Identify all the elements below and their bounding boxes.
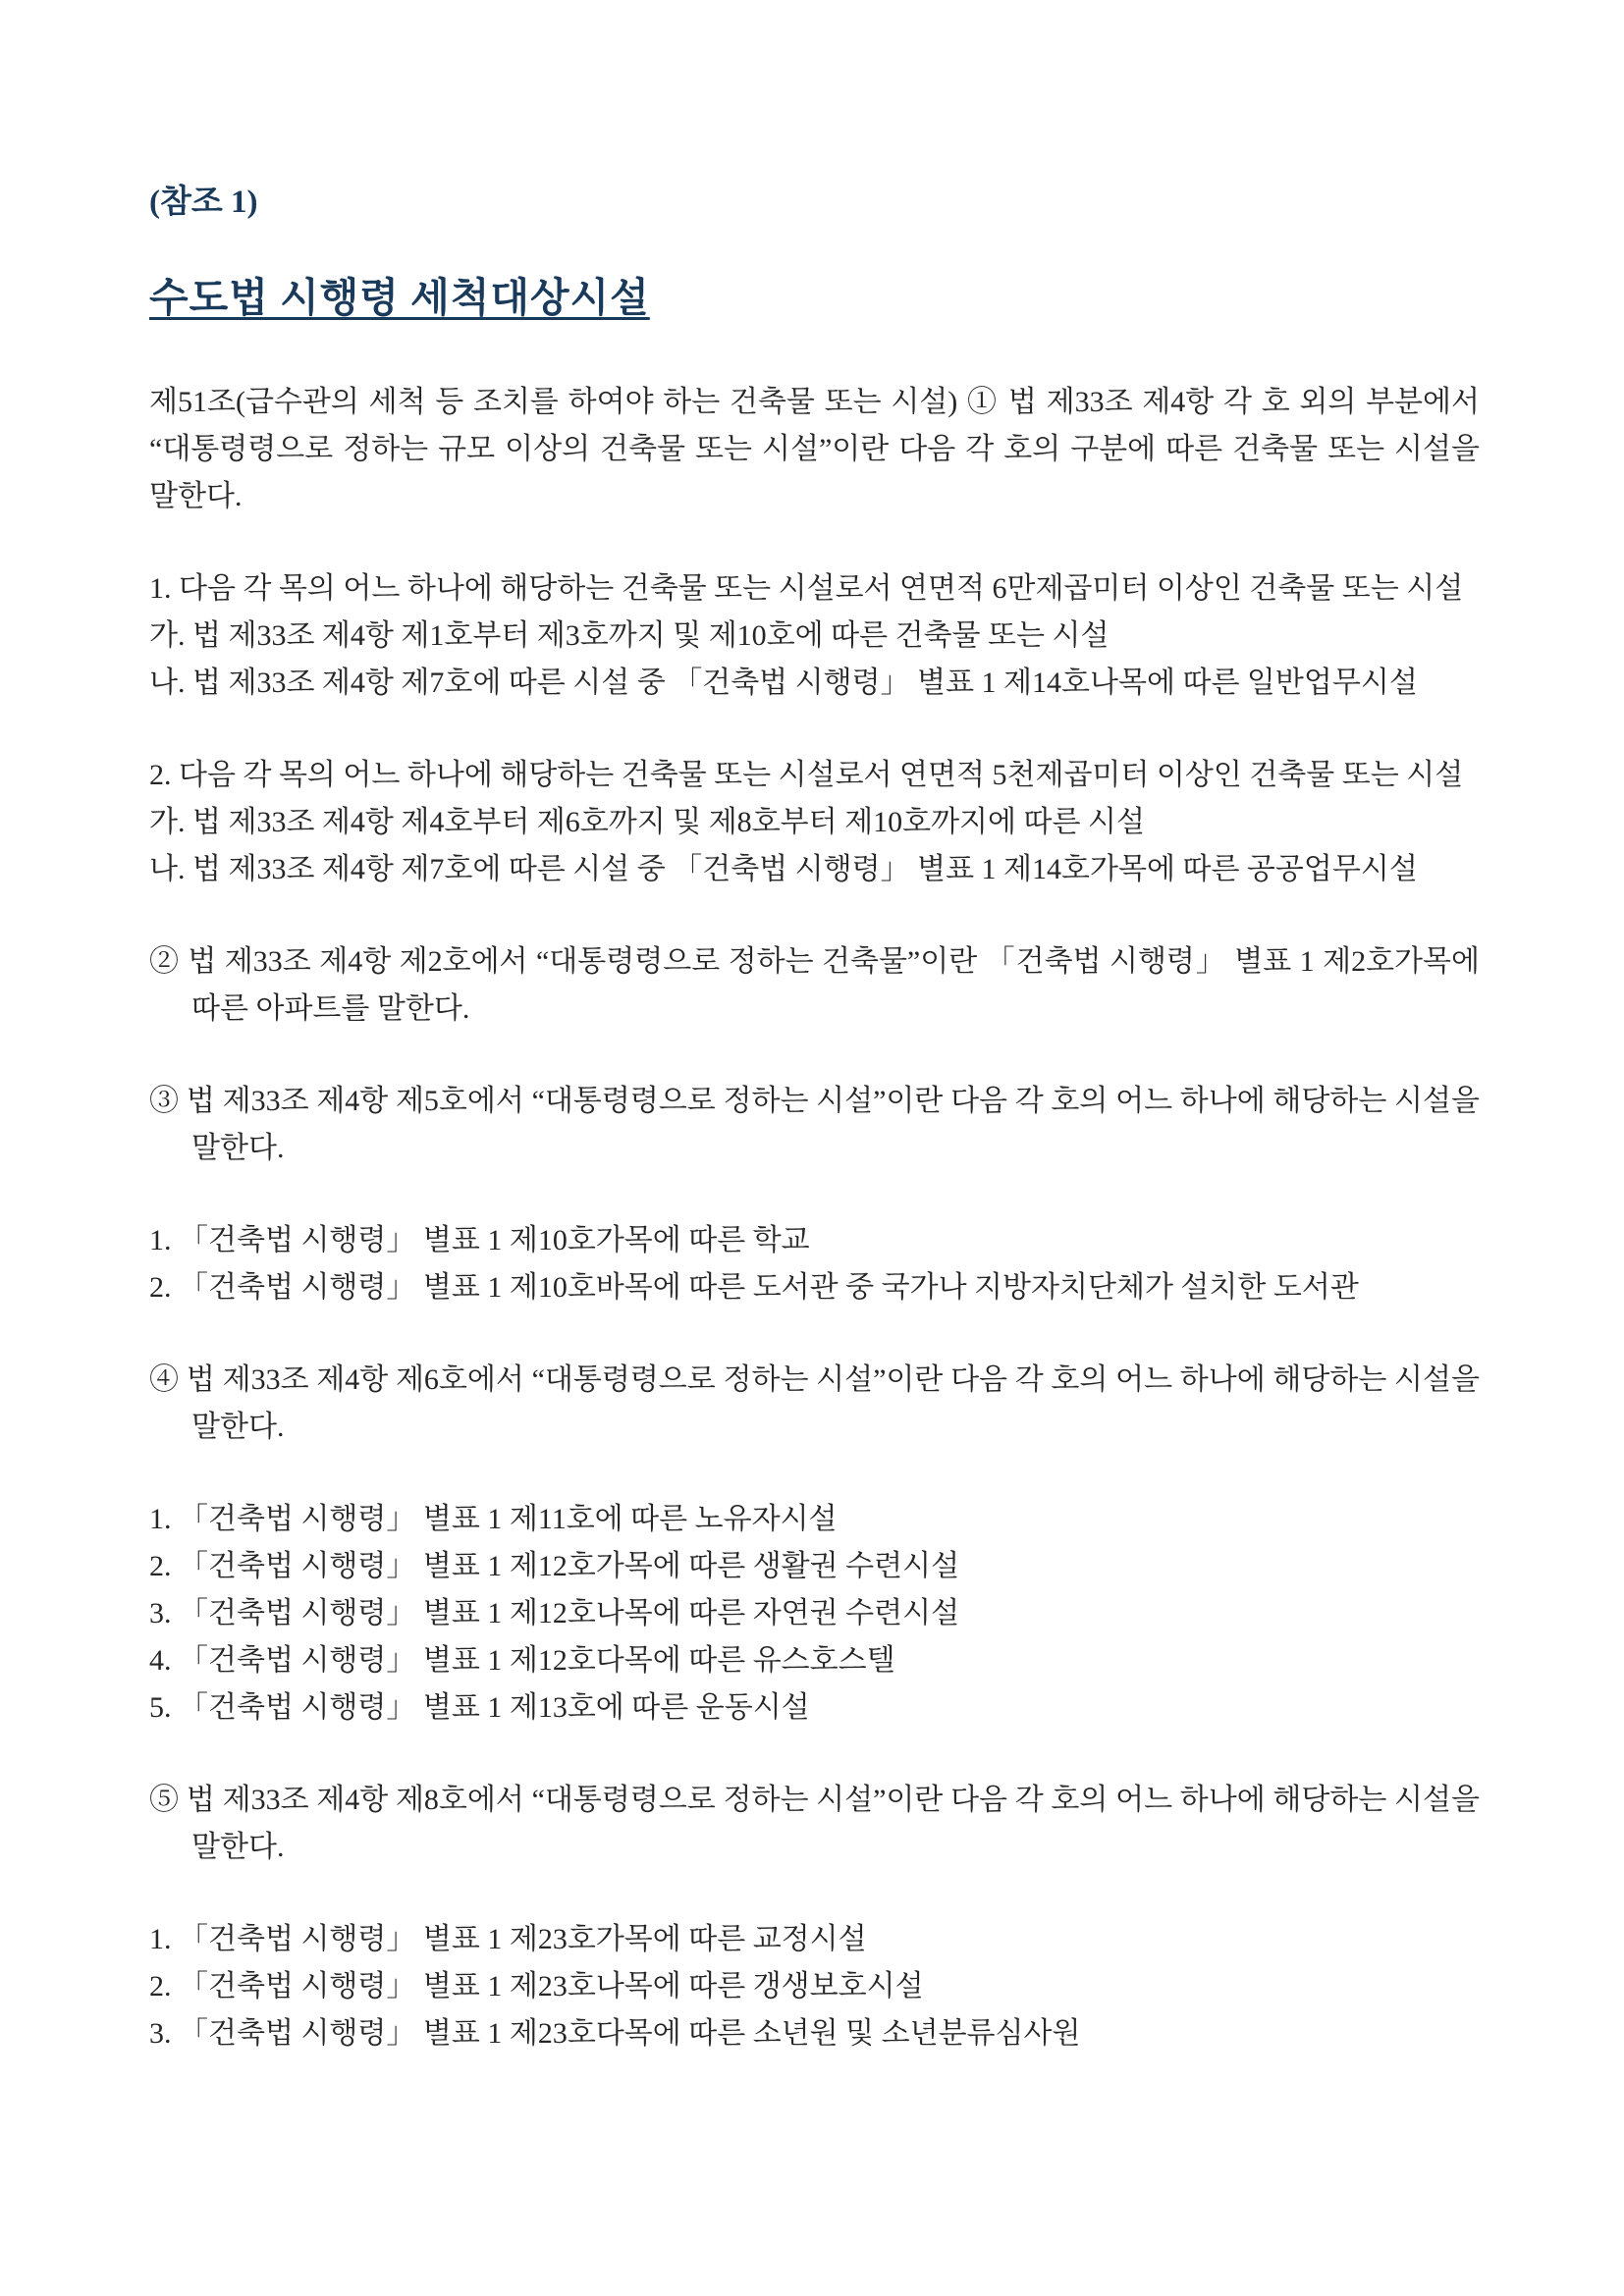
subparagraph-1-group xyxy=(149,565,1480,707)
list-line: 3. 「건축법 시행령」 별표 1 제12호나목에 따른 자연권 수련시설 xyxy=(149,1597,960,1629)
paragraph-4-item-list xyxy=(149,1496,1480,1732)
list-line: 가. 법 제33조 제4항 제4호부터 제6호까지 및 제8호부터 제10호까지에 따른 시설 xyxy=(149,806,1145,838)
list-line: 가. 법 제33조 제4항 제1호부터 제3호까지 및 제10호에 따른 건축물 또는 시설 xyxy=(149,619,1110,652)
paragraph-3-item-list xyxy=(149,1217,1480,1311)
reference-label: (참조 1) xyxy=(149,185,258,220)
article-51-paragraph-1: 제51조(급수관의 세척 등 조치를 하여야 하는 건축물 또는 시설) ① 법 제33조 제4항 각 호 외의 부분에서 “대통령령으로 정하는 규모 이상의 건축물 또는 시설”이란 다음 각 호의 구분에 따른 건축물 또는 시설을 말한다. xyxy=(149,386,1480,512)
article-51-paragraph-5: ⑤ 법 제33조 제4항 제8호에서 “대통령령으로 정하는 시설”이란 다음 각 호의 어느 하나에 해당하는 시설을 말한다. xyxy=(149,1784,1480,1863)
list-line: 2. 「건축법 시행령」 별표 1 제12호가목에 따른 생활권 수련시설 xyxy=(149,1550,960,1582)
list-line: 1. 「건축법 시행령」 별표 1 제10호가목에 따른 학교 xyxy=(149,1224,810,1256)
page-title: 수도법 시행령 세척대상시설 xyxy=(149,275,650,320)
list-line: 2. 「건축법 시행령」 별표 1 제10호바목에 따른 도서관 중 국가나 지방자치단체가 설치한 도서관 xyxy=(149,1271,1359,1304)
list-line: 2. 다음 각 목의 어느 하나에 해당하는 건축물 또는 시설로서 연면적 5천제곱미터 이상인 건축물 또는 시설 xyxy=(149,759,1464,791)
article-51-paragraph-2: ② 법 제33조 제4항 제2호에서 “대통령령으로 정하는 건축물”이란 「건축법 시행령」 별표 1 제2호가목에 따른 아파트를 말한다. xyxy=(149,945,1480,1025)
list-line: 5. 「건축법 시행령」 별표 1 제13호에 따른 운동시설 xyxy=(149,1691,810,1724)
article-51-paragraph-3: ③ 법 제33조 제4항 제5호에서 “대통령령으로 정하는 시설”이란 다음 각 호의 어느 하나에 해당하는 시설을 말한다. xyxy=(149,1085,1480,1164)
list-line: 1. 다음 각 목의 어느 하나에 해당하는 건축물 또는 시설로서 연면적 6만제곱미터 이상인 건축물 또는 시설 xyxy=(149,572,1464,605)
list-line: 나. 법 제33조 제4항 제7호에 따른 시설 중 「건축법 시행령」 별표 1 제14호가목에 따른 공공업무시설 xyxy=(149,853,1418,885)
subparagraph-2-group xyxy=(149,752,1480,893)
list-line: 2. 「건축법 시행령」 별표 1 제23호나목에 따른 갱생보호시설 xyxy=(149,1970,924,2002)
list-line: 3. 「건축법 시행령」 별표 1 제23호다목에 따른 소년원 및 소년분류심사원 xyxy=(149,2017,1081,2050)
paragraph-5-item-list xyxy=(149,1916,1480,2057)
list-line: 나. 법 제33조 제4항 제7호에 따른 시설 중 「건축법 시행령」 별표 1 제14호나목에 따른 일반업무시설 xyxy=(149,667,1418,699)
article-51-paragraph-4: ④ 법 제33조 제4항 제6호에서 “대통령령으로 정하는 시설”이란 다음 각 호의 어느 하나에 해당하는 시설을 말한다. xyxy=(149,1363,1480,1443)
list-line: 1. 「건축법 시행령」 별표 1 제23호가목에 따른 교정시설 xyxy=(149,1923,867,1955)
list-line: 1. 「건축법 시행령」 별표 1 제11호에 따른 노유자시설 xyxy=(149,1503,838,1535)
list-line: 4. 「건축법 시행령」 별표 1 제12호다목에 따른 유스호스텔 xyxy=(149,1644,895,1677)
